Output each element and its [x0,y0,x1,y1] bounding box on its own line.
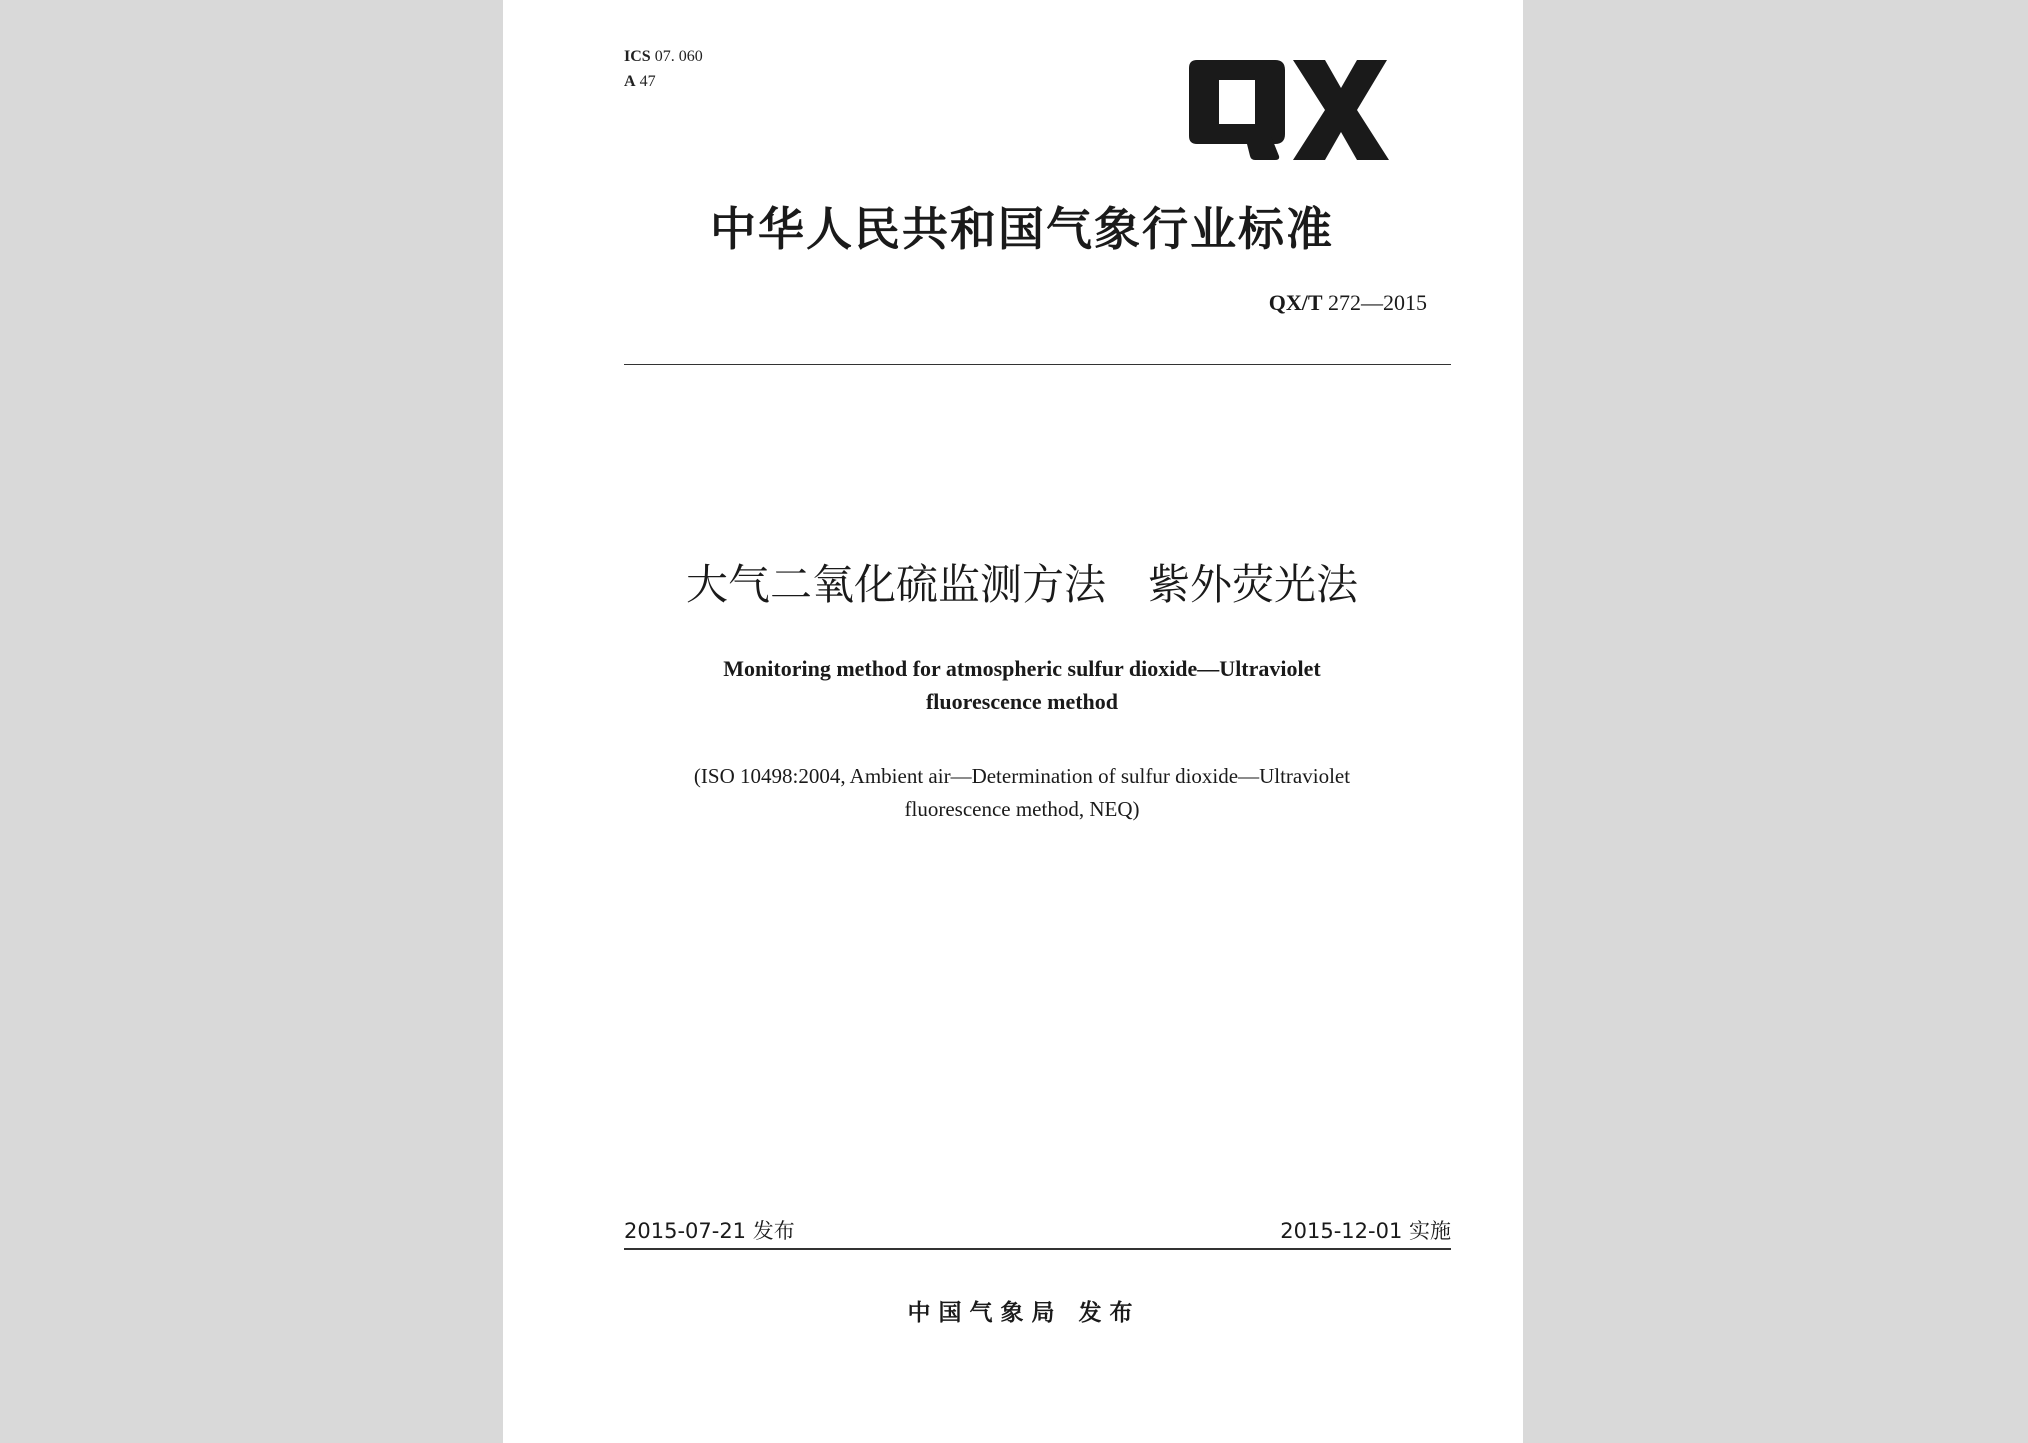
logo-x-glyph [1293,60,1389,160]
publisher: 中 国 气 象 局 发 布 [907,1300,1133,1326]
top-divider [624,364,1451,365]
english-title-line: fluorescence method [925,689,1119,714]
issue-date: 2015-07-21 发布 [624,1219,795,1243]
qx-logo [1189,60,1389,164]
iso-reference-line: (ISO 10498:2004, Ambient air—Determination of sulfur dioxide—Ultraviolet [693,764,1351,788]
ccs-label: A [624,73,636,90]
document-page [503,0,1523,1443]
english-title-line: Monitoring method for atmospheric sulfur dioxide—Ultraviolet [723,656,1321,681]
iso-reference-line: fluorescence method, NEQ) [904,797,1140,821]
iso-reference [503,760,1523,826]
bottom-divider [624,1248,1451,1250]
classification-codes [624,44,703,94]
standard-number-value: 272—2015 [1328,290,1427,315]
logo-q-glyph [1189,60,1285,144]
chinese-title: 大气二氧化硫监测方法 紫外荧光法 [685,560,1358,609]
ics-label: ICS [624,48,651,65]
ics-code [624,44,703,69]
standard-number-prefix: QX/T [1268,290,1323,315]
ccs-code [624,69,703,94]
standard-title: 中华人民共和国气象行业标准 [710,202,1334,256]
standard-number [1269,290,1427,316]
ccs-value: 47 [639,73,656,90]
ics-value: 07. 060 [654,48,703,65]
english-title [503,652,1523,718]
effective-date: 2015-12-01 实施 [1280,1219,1451,1243]
